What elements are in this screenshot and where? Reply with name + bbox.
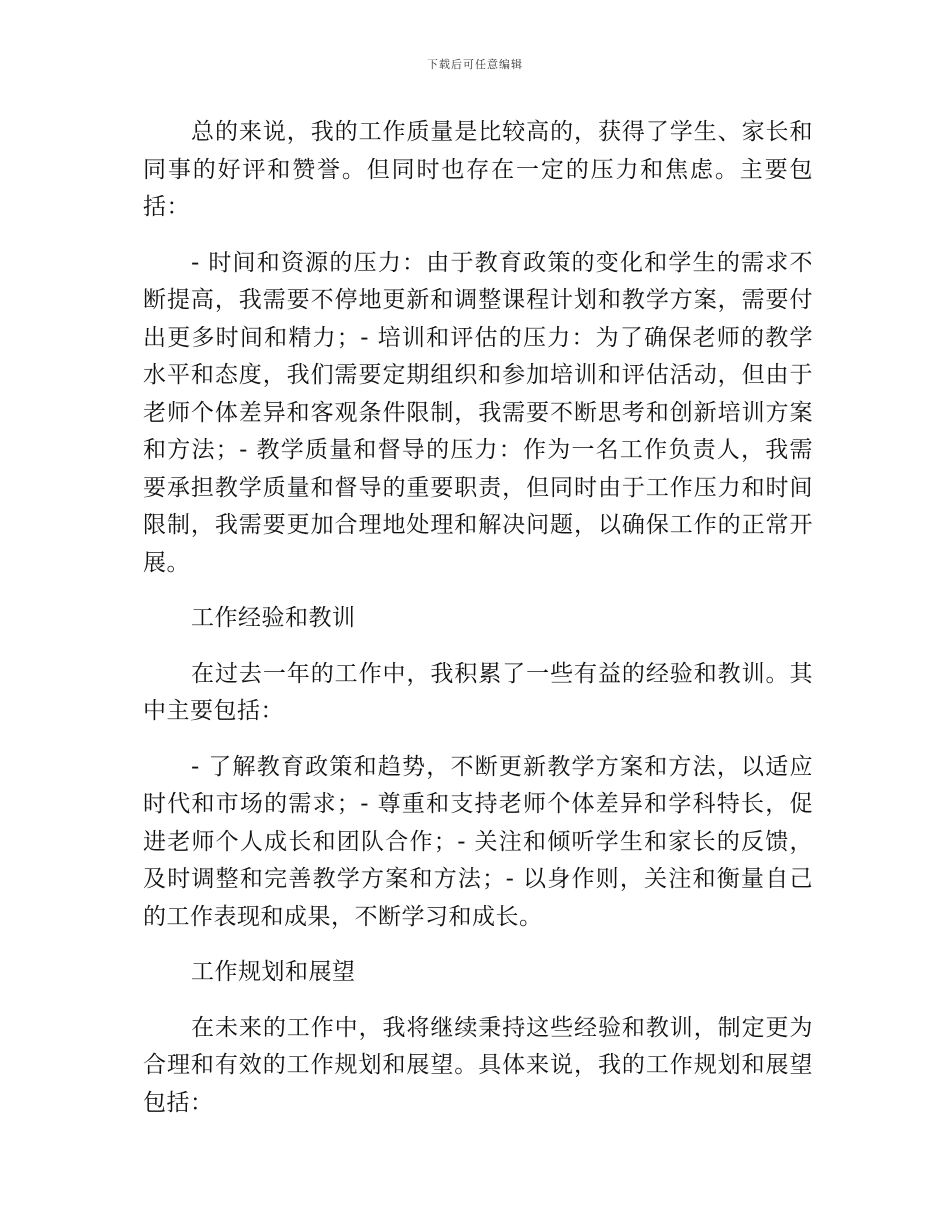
document-body (143, 114, 813, 1140)
paragraph-pressure-list: - 时间和资源的压力：由于教育政策的变化和学生的需求不断提高，我需要不停地更新和调整课程计划和教学方案，需要付出更多时间和精力；- 培训和评估的压力：为了确保老师的教学水平和态度，我们需要定期组织和参加培训和评估活动，但由于老师个体差异和客观条件限制，我需要不断思考和创新培训方案和方法；- 教学质量和督导的压力：作为一名工作负责人，我需要承担教学质量和督导的重要职责，但同时由于工作压力和时间限制，我需要更加合理地处理和解决问题，以确保工作的正常开展。 (143, 249, 813, 576)
paragraph-experience-list: - 了解教育政策和趋势，不断更新教学方案和方法，以适应时代和市场的需求；- 尊重和支持老师个体差异和学科特长，促进老师个人成长和团队合作；- 关注和倾听学生和家长的反馈，及时调整和完善教学方案和方法；- 以身作则，关注和衡量自己的工作表现和成果，不断学习和成长。 (143, 753, 813, 930)
paragraph-quality-summary: 总的来说，我的工作质量是比较高的，获得了学生、家长和同事的好评和赞誉。但同时也存在一定的压力和焦虑。主要包括： (143, 119, 813, 220)
section-heading-experience: 工作经验和教训 (191, 605, 356, 631)
paragraph-planning-intro: 在未来的工作中，我将继续秉持这些经验和教训，制定更为合理和有效的工作规划和展望。具体来说，我的工作规划和展望包括： (143, 1014, 813, 1116)
page-header: 下载后可任意编辑 (427, 58, 523, 71)
section-heading-planning: 工作规划和展望 (191, 959, 356, 985)
paragraph-experience-intro: 在过去一年的工作中，我积累了一些有益的经验和教训。其中主要包括： (143, 660, 813, 724)
